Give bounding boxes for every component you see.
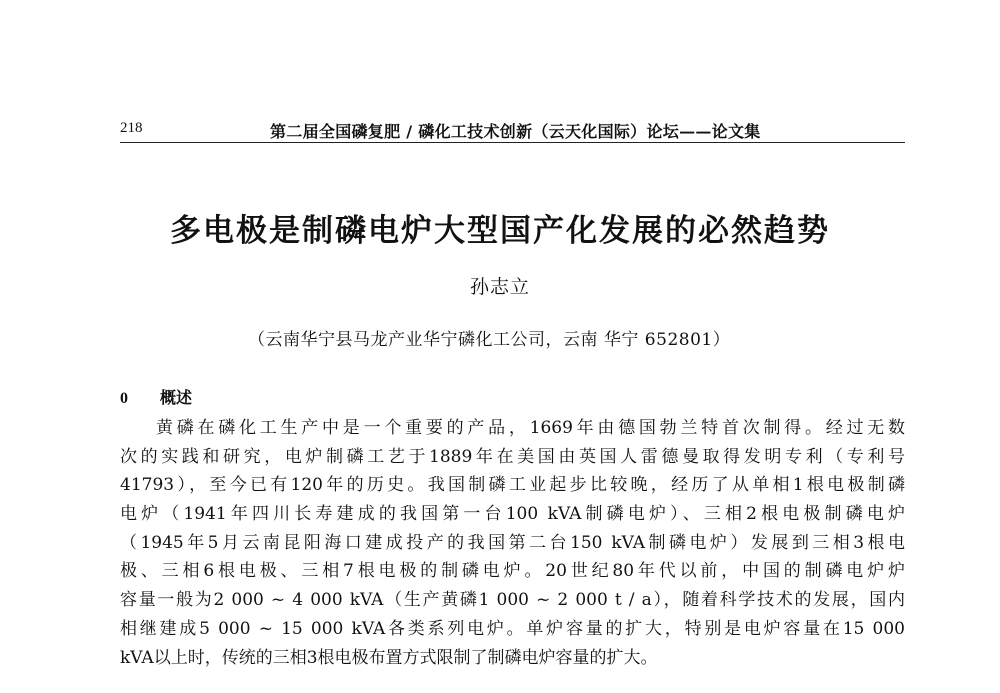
section-heading — [120, 385, 192, 408]
running-title: 第二届全国磷复肥 / 磷化工技术创新（云天化国际）论坛——论文集 — [270, 122, 761, 141]
section-title: 概述 — [160, 388, 193, 407]
paragraph-line: （1945年5月云南昆阳海口建成投产的我国第二台150 kVA制磷电炉）发展到三相3根电 — [120, 532, 905, 553]
paragraph-line: 极、三相6根电极、三相7根电极的制磷电炉。20世纪80年代以前，中国的制磷电炉炉 — [120, 561, 905, 582]
author-affiliation: （云南华宁县马龙产业华宁磷化工公司，云南 华宁 652801） — [248, 330, 731, 350]
page-number: 218 — [120, 120, 143, 136]
paragraph-line: 电炉（1941年四川长寿建成的我国第一台100 kVA制磷电炉）、三相2根电极制磷电炉 — [120, 504, 905, 525]
running-header — [120, 118, 905, 143]
paragraph-line: 黄磷在磷化工生产中是一个重要的产品，1669年由德国勃兰特首次制得。经过无数 — [156, 418, 905, 438]
author-name: 孙志立 — [469, 276, 530, 298]
section-number: 0 — [120, 390, 128, 407]
paragraph-line: 41793），至今已有120年的历史。我国制磷工业起步比较晚，经历了从单相1根电极制磷 — [120, 475, 905, 496]
article-title: 多电极是制磷电炉大型国产化发展的必然趋势 — [170, 213, 830, 249]
paragraph-line: 次的实践和研究，电炉制磷工艺于1889年在美国由英国人雷德曼取得发明专利（专利号 — [120, 446, 905, 467]
body-paragraph — [120, 414, 905, 672]
paragraph-line: 容量一般为2 000 ~ 4 000 kVA（生产黄磷1 000 ~ 2 000 t / a），随着科学技术的发展，国内 — [120, 590, 905, 611]
paragraph-line: 相继建成5 000 ~ 15 000 kVA各类系列电炉。单炉容量的扩大，特别是电炉容量在15 000 — [120, 618, 905, 639]
paragraph-line: kVA以上时，传统的三相3根电极布置方式限制了制磷电炉容量的扩大。 — [120, 647, 658, 668]
